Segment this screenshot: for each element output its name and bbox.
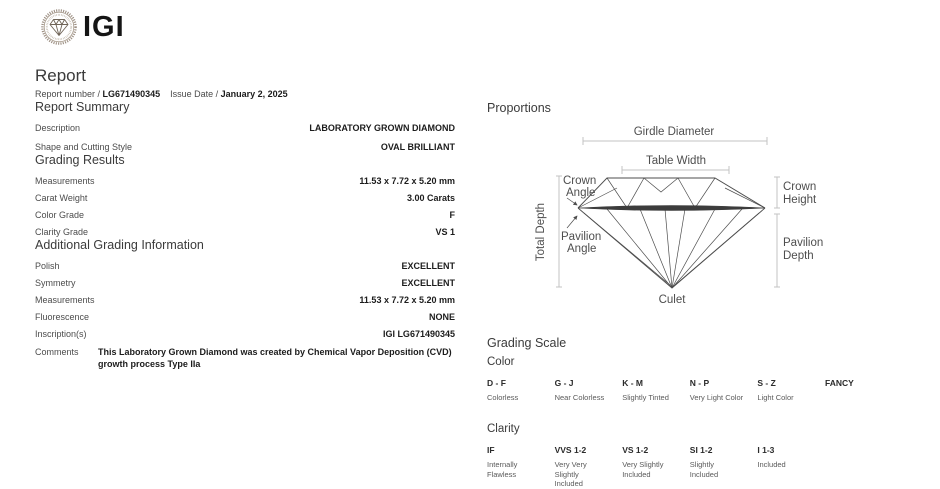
clarity-scale-heading: Clarity (487, 423, 520, 435)
igi-seal-icon (40, 8, 78, 46)
report-summary-heading: Report Summary (35, 100, 130, 114)
clarity-grade-range: I 1-3 (757, 445, 775, 455)
row-label: Description (35, 123, 81, 133)
color-grade-desc: Very Light Color (689, 393, 744, 402)
color-scale-item (690, 378, 758, 403)
row-label: Inscription(s) (35, 329, 87, 339)
crown-angle-label: Crown (563, 175, 597, 187)
color-grade-desc: Light Color (757, 393, 794, 402)
row-label: Polish (35, 261, 60, 271)
pavilion-angle-label: Angle (567, 243, 597, 255)
summary-row-shape (35, 142, 455, 153)
issue-date-value: January 2, 2025 (220, 89, 288, 99)
clarity-scale-item (757, 445, 825, 489)
additional-row-fluorescence (35, 312, 455, 323)
color-grade-desc: Near Colorless (554, 393, 605, 402)
color-grade-desc: Slightly Tinted (622, 393, 669, 402)
clarity-scale-item (487, 445, 555, 489)
color-grade-desc: Colorless (487, 393, 519, 402)
row-label: Carat Weight (35, 193, 88, 203)
clarity-grade-desc: Very Very Slightly Included (554, 460, 587, 488)
grading-row-clarity-grade (35, 227, 455, 238)
clarity-grade-desc: Included (757, 460, 786, 469)
report-number-label: Report number / (35, 89, 101, 99)
total-depth-label: Total Depth (535, 202, 547, 262)
report-panel (35, 66, 455, 370)
row-label: Clarity Grade (35, 227, 89, 237)
row-value: 11.53 x 7.72 x 5.20 mm (359, 295, 455, 305)
color-grade-range: S - Z (757, 378, 776, 388)
row-value: 11.53 x 7.72 x 5.20 mm (359, 176, 455, 186)
diamond-proportions-diagram (487, 122, 940, 317)
row-value: F (449, 210, 455, 220)
clarity-grade-range: VVS 1-2 (554, 445, 587, 455)
table-width-label: Table Width (645, 155, 707, 167)
grading-row-measurements (35, 176, 455, 187)
row-value: OVAL BRILLIANT (380, 142, 455, 152)
grading-results-heading: Grading Results (35, 153, 125, 167)
row-value: 3.00 Carats (406, 193, 455, 203)
color-scale-item (487, 378, 555, 403)
additional-row-symmetry (35, 278, 455, 289)
color-scale-item (555, 378, 623, 403)
clarity-grade-range: SI 1-2 (689, 445, 713, 455)
row-value: EXCELLENT (401, 278, 455, 288)
row-label: Fluorescence (35, 312, 90, 322)
igi-logo-text: IGI (83, 11, 125, 43)
color-scale-item (757, 378, 825, 403)
additional-grading-heading: Additional Grading Information (35, 238, 204, 252)
girdle-diameter-label: Girdle Diameter (633, 126, 715, 138)
row-label: Shape and Cutting Style (35, 142, 133, 152)
culet-label: Culet (658, 294, 686, 306)
clarity-scale-item (622, 445, 690, 489)
row-label: Measurements (35, 176, 95, 186)
row-value: LABORATORY GROWN DIAMOND (309, 123, 455, 133)
row-value: NONE (428, 312, 455, 322)
pavilion-angle-label: Pavilion (561, 231, 602, 243)
clarity-scale-item (555, 445, 623, 489)
summary-row-description (35, 123, 455, 134)
color-scale-item (825, 378, 893, 403)
report-number-value: LG671490345 (102, 89, 161, 99)
row-value: VS 1 (435, 227, 455, 237)
color-scale-item (622, 378, 690, 403)
pavilion-depth-label: Depth (783, 250, 814, 262)
comments-text: This Laboratory Grown Diamond was created by Chemical Vapor Deposition (CVD) growth process Type IIa (98, 347, 452, 369)
clarity-grade-desc: Very Slightly Included (622, 460, 664, 479)
comments-label: Comments (35, 347, 79, 357)
clarity-scale-item (690, 445, 758, 489)
color-grade-range: N - P (689, 378, 710, 388)
report-meta (35, 89, 455, 100)
color-grade-range: D - F (487, 378, 506, 388)
color-grade-range: FANCY (824, 378, 854, 388)
grading-scale-heading: Grading Scale (487, 336, 567, 350)
proportions-heading: Proportions (487, 101, 551, 115)
color-scale-heading: Color (487, 356, 515, 368)
diamond-profile (578, 178, 765, 288)
additional-row-inscriptions (35, 329, 455, 340)
issue-date-label: Issue Date / (170, 89, 219, 99)
crown-height-label: Crown (783, 181, 817, 193)
comments-row (35, 346, 455, 370)
crown-height-label: Height (783, 194, 817, 206)
clarity-scale (487, 445, 825, 489)
color-grade-range: G - J (554, 378, 574, 388)
clarity-grade-desc: Internally Flawless (487, 460, 518, 479)
row-label: Measurements (35, 295, 95, 305)
page-title: Report (35, 66, 87, 85)
row-label: Color Grade (35, 210, 85, 220)
crown-angle-label: Angle (566, 187, 596, 199)
clarity-grade-range: VS 1-2 (622, 445, 649, 455)
grading-row-carat-weight (35, 193, 455, 204)
color-grade-range: K - M (622, 378, 643, 388)
brand-header (40, 8, 125, 46)
row-label: Symmetry (35, 278, 76, 288)
additional-row-polish (35, 261, 455, 272)
row-value: EXCELLENT (401, 261, 455, 271)
grading-row-color-grade (35, 210, 455, 221)
additional-row-measurements (35, 295, 455, 306)
clarity-grade-range: IF (487, 445, 495, 455)
row-value: IGI LG671490345 (382, 329, 455, 339)
color-scale (487, 378, 893, 403)
clarity-grade-desc: Slightly Included (689, 460, 719, 479)
pavilion-depth-label: Pavilion (783, 237, 824, 249)
